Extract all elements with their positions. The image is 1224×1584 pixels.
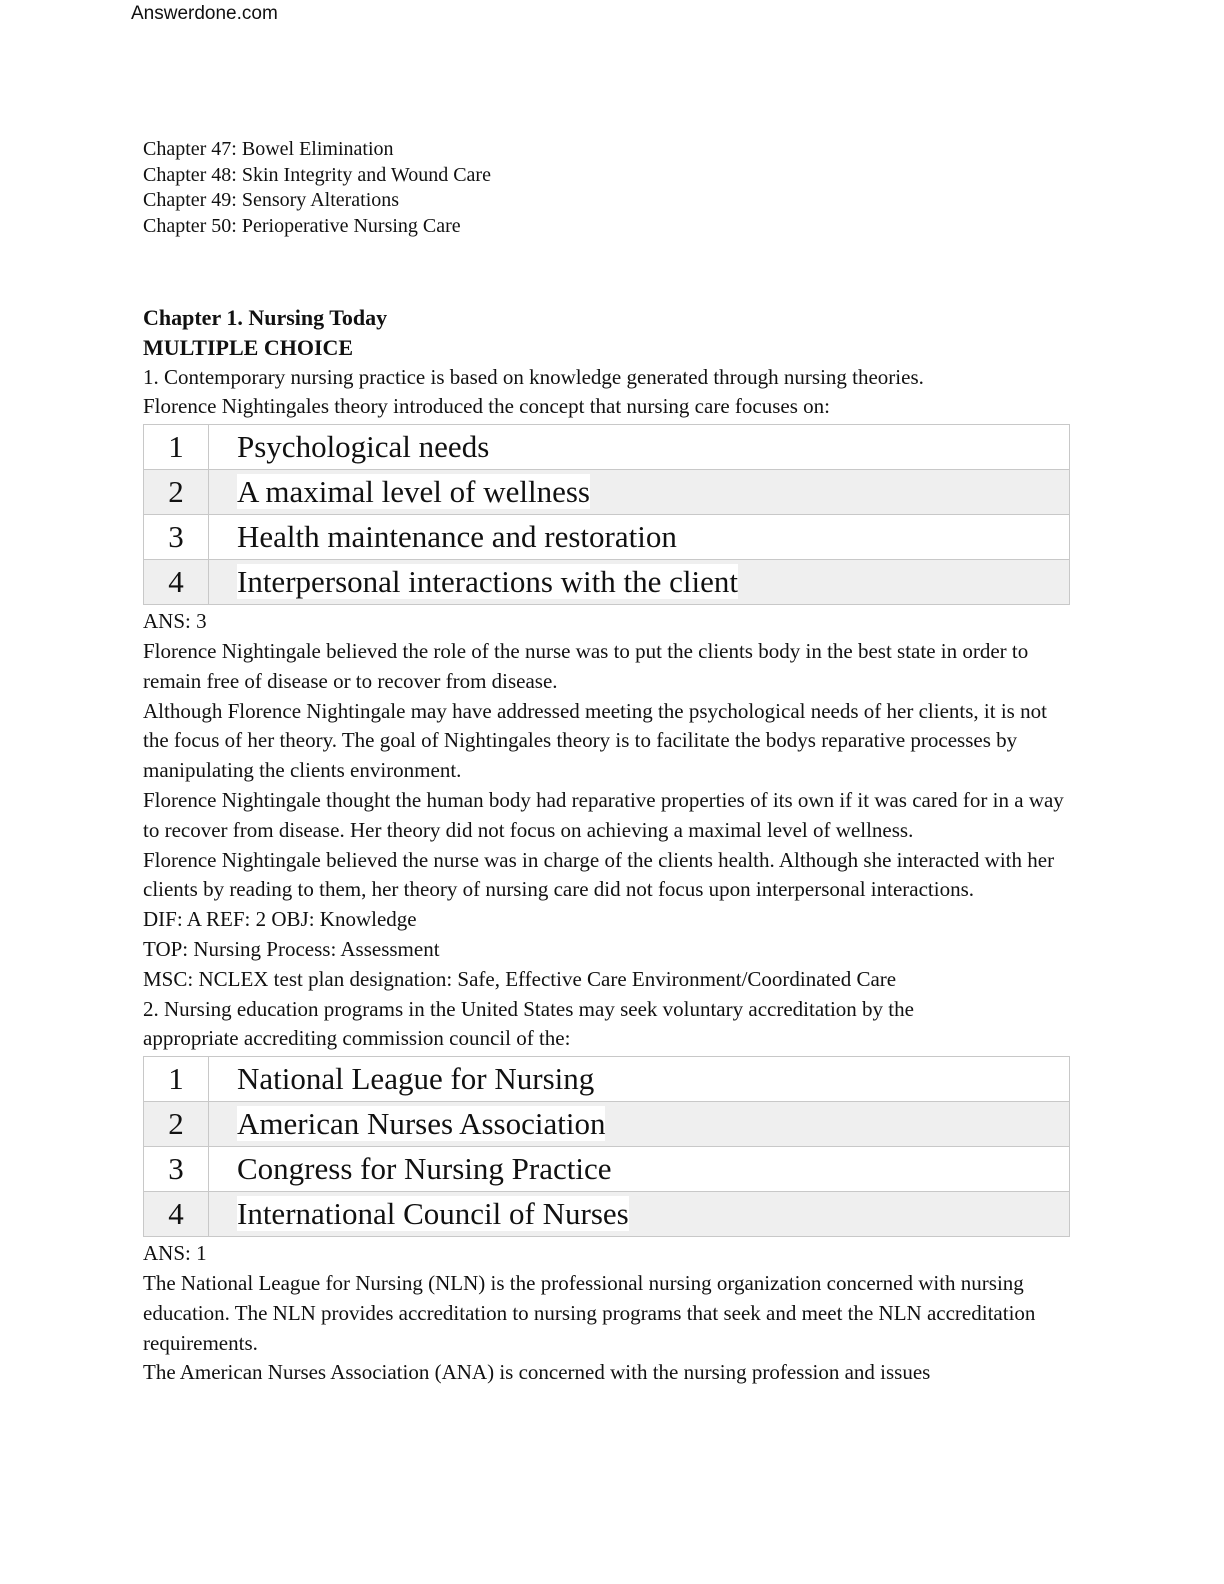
option-number: 2 [144, 470, 209, 515]
question-stem: 2. Nursing education programs in the United States may seek voluntary accreditation by the [143, 996, 914, 1021]
option-row [144, 425, 1070, 470]
option-text: A maximal level of wellness [209, 470, 1070, 515]
question-1 [143, 363, 1073, 995]
option-text: National League for Nursing [209, 1057, 1070, 1102]
chapter-list-item: Chapter 50: Perioperative Nursing Care [143, 215, 461, 238]
answer-key: ANS: 1 [143, 1241, 207, 1266]
option-number: 1 [144, 1057, 209, 1102]
rationale-paragraph: Florence Nightingale thought the human body had reparative properties of its own if it was cared for in a way to recover from disease. Her theory did not focus on achieving a maximal level of wellness. [143, 787, 1064, 842]
chapter-list-item: Chapter 47: Bowel Elimination [143, 138, 394, 160]
option-row [144, 470, 1070, 515]
option-text: Congress for Nursing Practice [209, 1147, 1070, 1192]
option-number: 4 [144, 1192, 209, 1237]
option-text: Health maintenance and restoration [209, 515, 1070, 560]
chapter-list-item: Chapter 48: Skin Integrity and Wound Care [143, 163, 491, 186]
site-watermark: Answerdone.com [131, 3, 278, 24]
option-number: 3 [144, 515, 209, 560]
question-meta-msc: MSC: NCLEX test plan designation: Safe, Effective Care Environment/Coordinated Care [143, 966, 897, 991]
rationale-paragraph: The National League for Nursing (NLN) is the professional nursing organization concerned with nursing education. The NLN provides accreditation to nursing programs that seek and meet the NLN accreditation requirements. [143, 1270, 1036, 1355]
question-meta-dif: DIF: A REF: 2 OBJ: Knowledge [143, 907, 417, 932]
option-number: 1 [144, 425, 209, 470]
option-row [144, 515, 1070, 560]
option-text: American Nurses Association [209, 1102, 1070, 1147]
option-row [144, 1102, 1070, 1147]
option-row [144, 1147, 1070, 1192]
rationale-paragraph: Although Florence Nightingale may have addressed meeting the psychological needs of her clients, it is not the focus of her theory. The goal of Nightingales theory is to facilitate the bodys reparative processes by manipulating the clients environment. [143, 698, 1047, 783]
chapter-list-item: Chapter 49: Sensory Alterations [143, 189, 400, 212]
option-number: 3 [144, 1147, 209, 1192]
options-table [143, 1056, 1070, 1237]
option-row [144, 1192, 1070, 1237]
rationale-paragraph: Florence Nightingale believed the role of the nurse was to put the clients body in the best state in order to remain free of disease or to recover from disease. [143, 638, 1029, 693]
option-number: 4 [144, 560, 209, 605]
option-text: Interpersonal interactions with the client [209, 560, 1070, 605]
options-table [143, 424, 1070, 605]
option-text: International Council of Nurses [209, 1192, 1070, 1237]
option-row [144, 560, 1070, 605]
document-body [143, 303, 1073, 1388]
question-stem: 1. Contemporary nursing practice is based on knowledge generated through nursing theories. [143, 364, 924, 389]
option-row [144, 1057, 1070, 1102]
question-2 [143, 995, 1073, 1389]
section-heading: MULTIPLE CHOICE [143, 334, 354, 360]
rationale-paragraph: The American Nurses Association (ANA) is concerned with the nursing profession and issues [143, 1360, 931, 1385]
option-number: 2 [144, 1102, 209, 1147]
question-meta-top: TOP: Nursing Process: Assessment [143, 936, 440, 961]
rationale-paragraph: Florence Nightingale believed the nurse was in charge of the clients health. Although she interacted with her clients by reading to them, her theory of nursing care did not focus upon interpersonal interactions. [143, 847, 1055, 902]
answer-key: ANS: 3 [143, 609, 207, 634]
chapter-list [143, 137, 491, 240]
chapter-title: Chapter 1. Nursing Today [143, 305, 388, 330]
option-text: Psychological needs [209, 425, 1070, 470]
question-stem: Florence Nightingales theory introduced the concept that nursing care focuses on: [143, 394, 830, 419]
question-stem: appropriate accrediting commission council of the: [143, 1026, 571, 1051]
